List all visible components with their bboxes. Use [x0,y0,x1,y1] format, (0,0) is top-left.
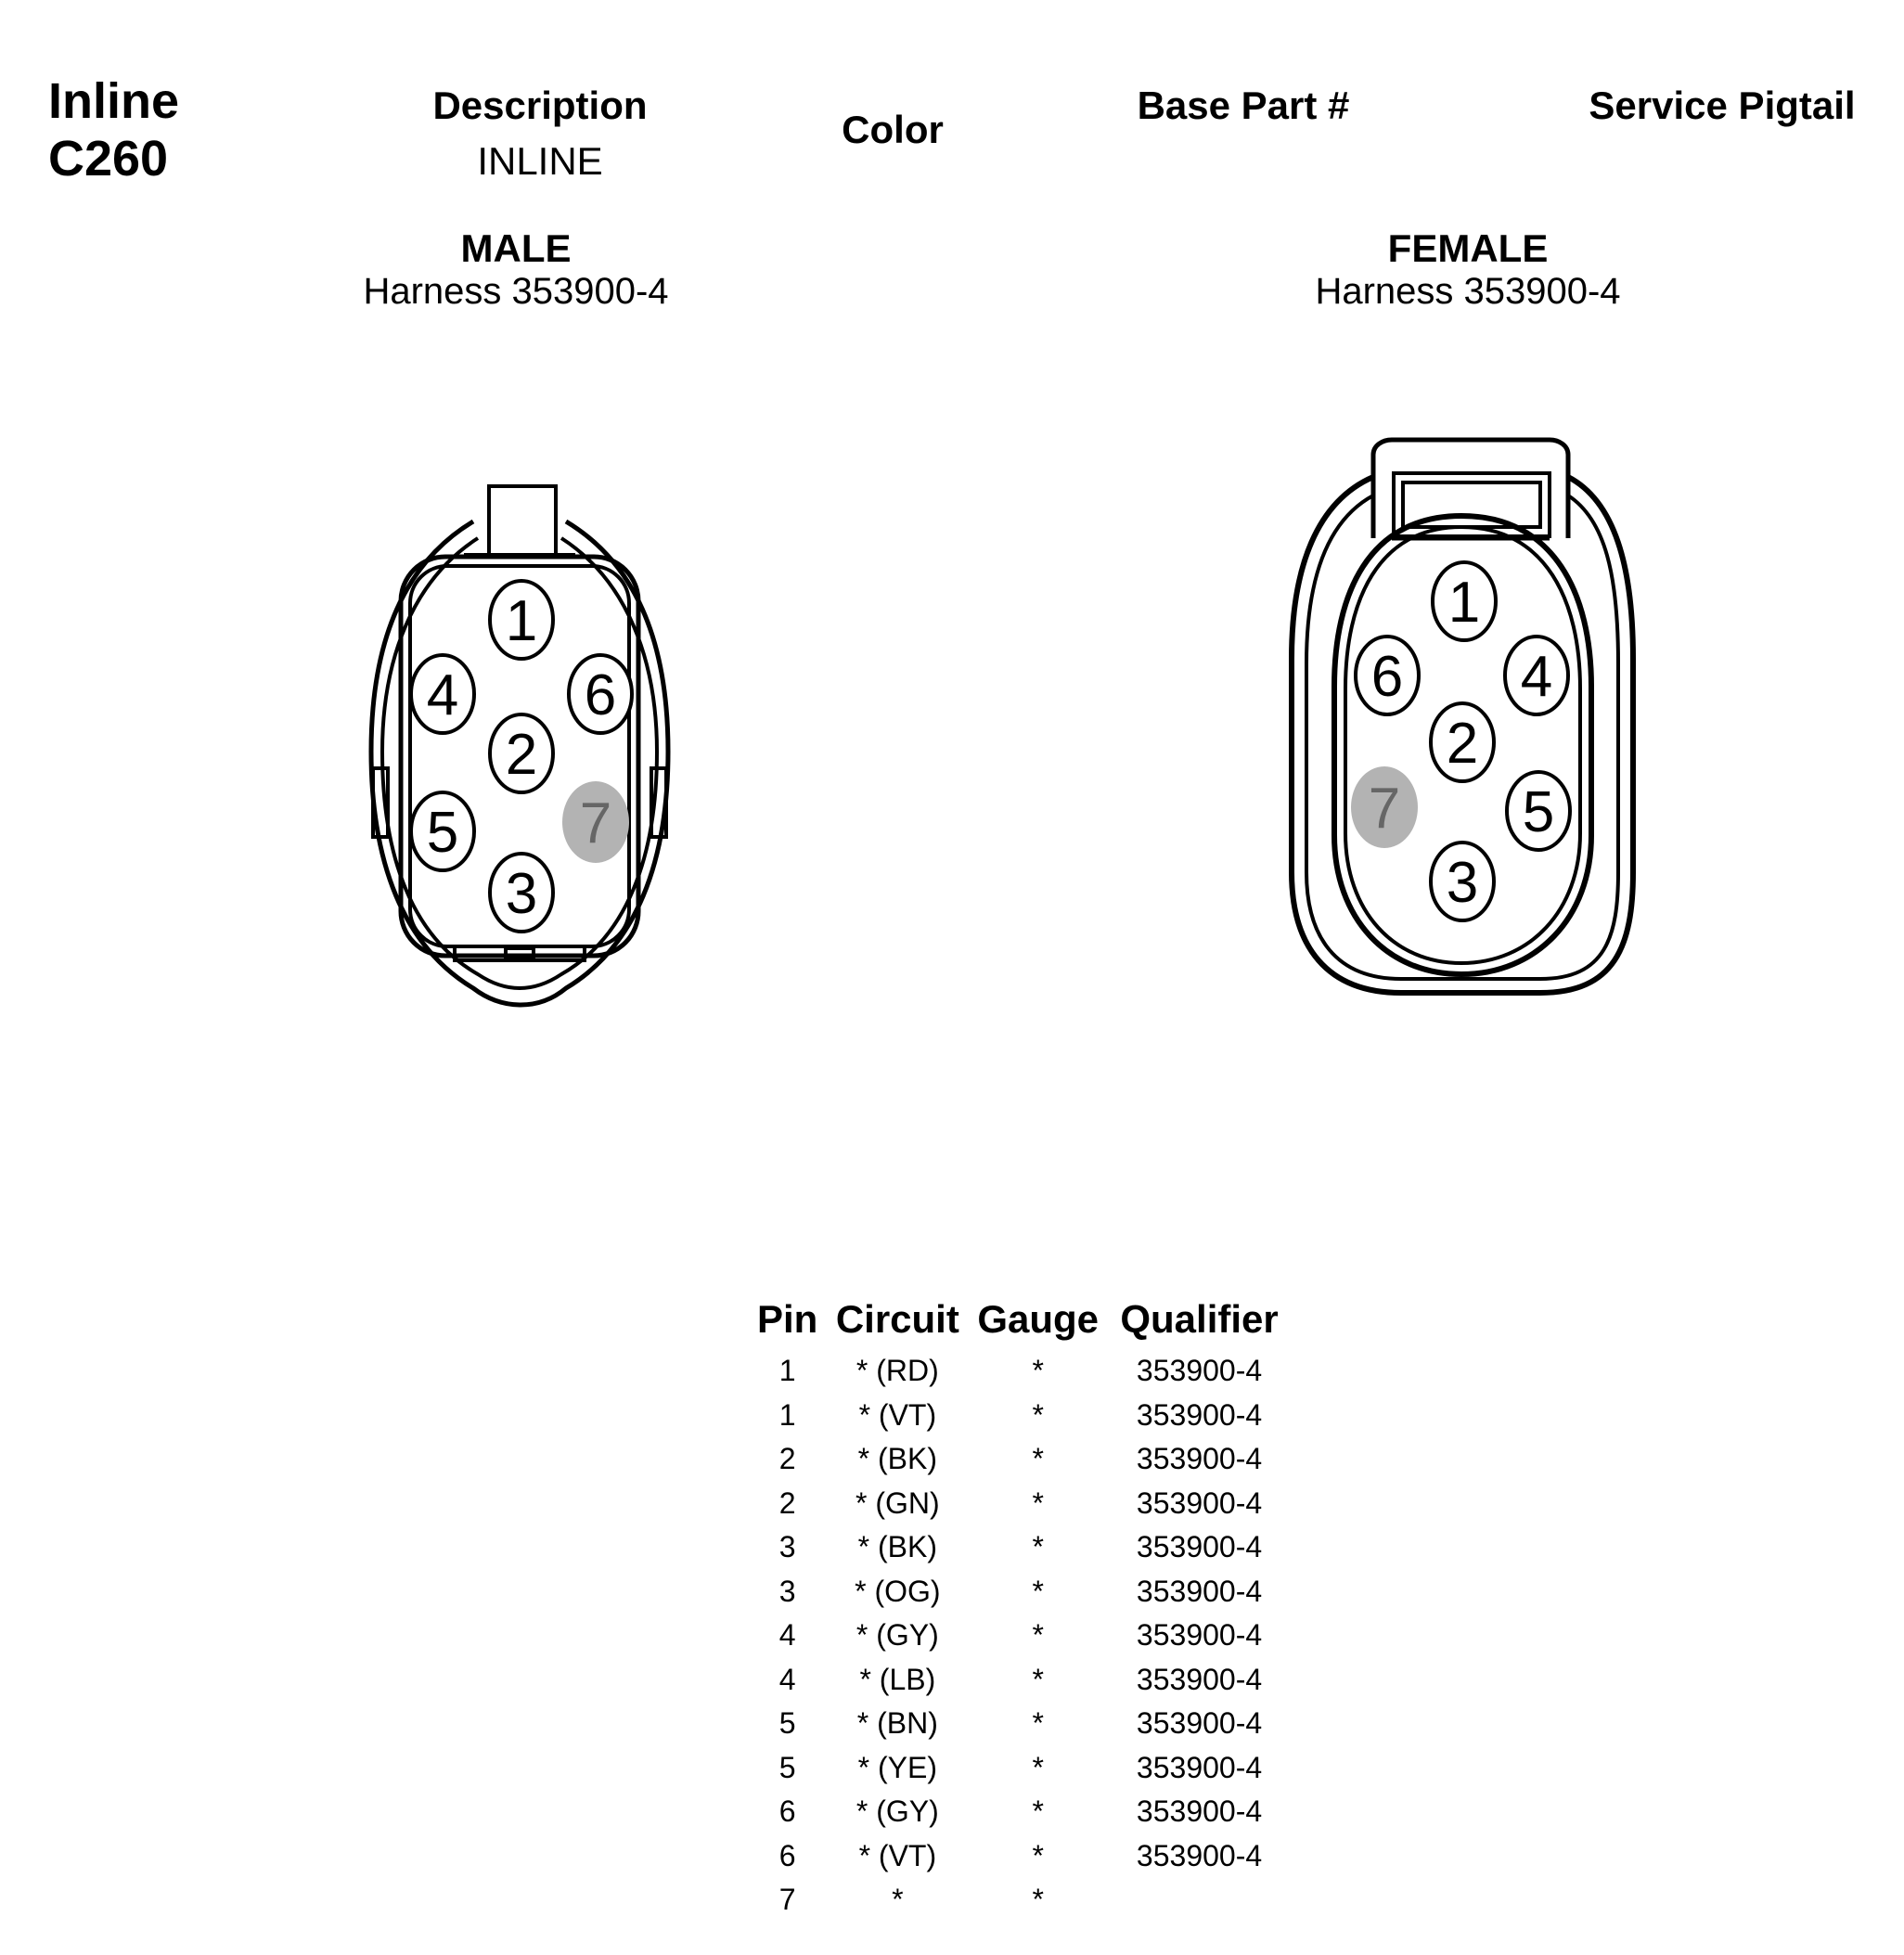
circuit-cell: * [892,1883,904,1917]
male-pin-label: 5 [426,801,459,865]
female-harness: Harness 353900-4 [1315,271,1621,312]
qualifier-header: Qualifier [1120,1297,1279,1341]
pin-cell: 4 [778,1662,796,1696]
male-pin-label: 2 [505,723,538,787]
table-row [752,1394,1294,1438]
circuit-cell: * (BN) [856,1706,938,1741]
female-pin-label: 5 [1522,780,1555,844]
connector-title [48,72,179,187]
circuit-cell: * (LB) [859,1662,936,1696]
pin-table [752,1290,1294,1923]
description-header: Description [432,84,648,127]
pin-cell: 1 [778,1354,796,1388]
pin-cell: 3 [778,1530,796,1564]
circuit-cell: * (GY) [856,1794,939,1829]
service-pigtail-header: Service Pigtail [1589,84,1856,127]
pin-cell: 1 [778,1397,796,1432]
qualifier-cell [1104,1878,1294,1923]
male-connector-diagram [362,473,677,1030]
pin-cell: 2 [778,1442,796,1476]
circuit-cell: * (BK) [857,1530,938,1564]
description-value: INLINE [477,139,603,183]
circuit-cell: * (GN) [856,1486,940,1520]
female-label: FEMALE [1387,226,1549,270]
male-latch-tab [489,486,556,555]
male-pin-label: 1 [505,589,538,653]
pin-cell: 4 [778,1618,796,1653]
gauge-cell: * [1032,1442,1044,1476]
table-row [752,1658,1294,1703]
qualifier-cell: 353900-4 [1136,1838,1263,1872]
qualifier-cell: 353900-4 [1136,1794,1263,1829]
circuit-cell: * (VT) [858,1838,937,1872]
table-row [752,1746,1294,1791]
gauge-header: Gauge [977,1297,1100,1341]
pin-cell: 6 [778,1794,796,1829]
table-row [752,1834,1294,1879]
table-row [752,1614,1294,1658]
qualifier-cell: 353900-4 [1136,1397,1263,1432]
gauge-cell: * [1032,1574,1044,1608]
pin-cell: 3 [778,1574,796,1608]
circuit-cell: * (RD) [856,1354,939,1388]
gauge-cell: * [1032,1883,1044,1917]
female-pin-label: 2 [1446,712,1479,776]
gauge-cell: * [1032,1354,1044,1388]
male-pin-label: 3 [505,862,538,926]
male-pin-label: 6 [584,663,617,727]
male-label: MALE [460,226,572,270]
female-pin-label: 7 [1368,777,1401,841]
female-pin-label: 6 [1370,645,1404,709]
table-row [752,1570,1294,1614]
female-pin-label: 4 [1520,645,1553,709]
gauge-cell: * [1032,1662,1044,1696]
gauge-cell: * [1032,1706,1044,1741]
pin-table-header [752,1290,1294,1349]
table-row [752,1525,1294,1570]
table-row [752,1437,1294,1482]
qualifier-cell: 353900-4 [1136,1354,1263,1388]
male-harness: Harness 353900-4 [363,271,669,312]
pin-cell: 2 [778,1486,796,1520]
connector-id: C260 [48,131,169,186]
table-row [752,1482,1294,1526]
circuit-header: Circuit [835,1297,959,1341]
table-row [752,1790,1294,1834]
pin-cell: 6 [778,1838,796,1872]
circuit-cell: * (VT) [858,1397,937,1432]
pin-header: Pin [757,1297,818,1341]
qualifier-cell: 353900-4 [1136,1442,1263,1476]
female-connector-diagram [1280,436,1642,1002]
gauge-cell: * [1032,1486,1044,1520]
base-part-header: Base Part # [1137,84,1350,127]
location-label: Inline [48,73,180,129]
pin-cell: 5 [778,1750,796,1784]
gauge-cell: * [1032,1838,1044,1872]
table-row [752,1349,1294,1394]
qualifier-cell: 353900-4 [1136,1486,1263,1520]
circuit-cell: * (BK) [857,1442,938,1476]
female-pin-label: 3 [1446,851,1479,915]
male-pin-label: 4 [426,663,459,727]
gauge-cell: * [1032,1750,1044,1784]
color-header: Color [842,108,944,151]
male-pin-label: 7 [579,791,612,855]
table-row [752,1878,1294,1923]
qualifier-cell: 353900-4 [1136,1618,1263,1653]
female-pin-label: 1 [1447,571,1481,635]
pin-cell: 5 [778,1706,796,1741]
qualifier-cell: 353900-4 [1136,1706,1263,1741]
qualifier-cell: 353900-4 [1136,1574,1263,1608]
gauge-cell: * [1032,1794,1044,1829]
qualifier-cell: 353900-4 [1136,1530,1263,1564]
table-row [752,1702,1294,1746]
pin-cell: 7 [778,1883,796,1917]
qualifier-cell: 353900-4 [1136,1750,1263,1784]
circuit-cell: * (OG) [855,1574,941,1608]
gauge-cell: * [1032,1530,1044,1564]
gauge-cell: * [1032,1618,1044,1653]
circuit-cell: * (YE) [857,1750,938,1784]
circuit-cell: * (GY) [856,1618,939,1653]
gauge-cell: * [1032,1397,1044,1432]
qualifier-cell: 353900-4 [1136,1662,1263,1696]
